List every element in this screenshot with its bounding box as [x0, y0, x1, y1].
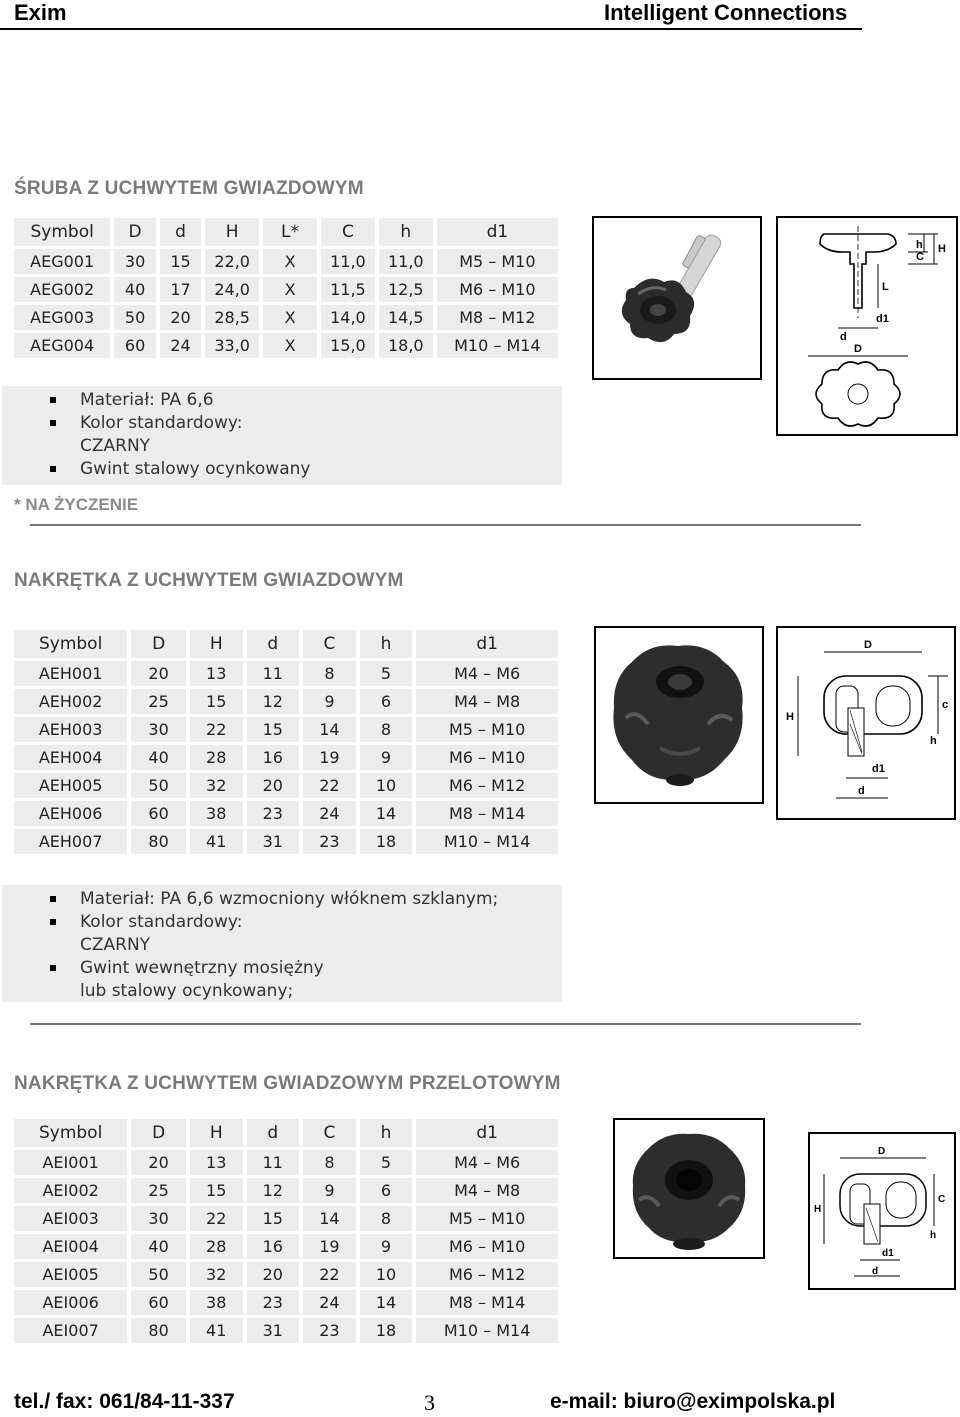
dim-H-label: H [938, 243, 946, 255]
bullet-icon [50, 919, 56, 925]
table-cell: 12,5 [379, 277, 433, 302]
table-cell: M5 – M10 [437, 249, 558, 274]
color-value: CZARNY [80, 436, 151, 456]
through-nut-drawing [808, 1132, 956, 1290]
table-cell: 15 [160, 249, 201, 274]
dim-h-label: h [930, 1230, 937, 1241]
column-header: C [303, 630, 356, 658]
table-header-row [14, 218, 558, 246]
table-row [14, 249, 558, 274]
column-header: d1 [437, 218, 558, 246]
table-cell: M10 – M14 [416, 1318, 558, 1343]
table-cell: 22 [190, 1206, 243, 1231]
table-row [14, 661, 558, 686]
table-cell: 28,5 [205, 305, 259, 330]
table-cell: 11,0 [379, 249, 433, 274]
table-cell: M6 – M10 [416, 1234, 558, 1259]
bullet-material: Materiał: PA 6,6 wzmocniony włóknem szklanym; [2, 888, 562, 911]
dim-D-label: D [878, 1146, 886, 1157]
column-header: d [247, 630, 300, 658]
column-header: d [160, 218, 201, 246]
table-cell: 9 [360, 745, 413, 770]
column-header: d [247, 1119, 300, 1147]
table-row [14, 333, 558, 358]
dim-d-label: d [858, 785, 865, 797]
on-request-note: * NA ŻYCZENIE [14, 495, 139, 514]
table-cell: 22,0 [205, 249, 259, 274]
column-header: d1 [416, 630, 558, 658]
column-header: D [114, 218, 155, 246]
table-cell: 40 [114, 277, 155, 302]
column-header: D [131, 630, 186, 658]
table-cell: 18 [360, 1318, 413, 1343]
table-cell: M6 – M12 [416, 773, 558, 798]
table-cell: M4 – M6 [416, 661, 558, 686]
separator [30, 524, 861, 526]
table-row [14, 829, 558, 854]
table-row [14, 1178, 558, 1203]
column-header: H [190, 630, 243, 658]
table-cell: AEG001 [14, 249, 110, 274]
table-cell: 14 [360, 1290, 413, 1315]
table-row [14, 305, 558, 330]
table-cell: 14,5 [379, 305, 433, 330]
table-header-row [14, 630, 558, 658]
table-cell: AEG002 [14, 277, 110, 302]
table-cell: 40 [131, 745, 186, 770]
table-cell: 23 [303, 829, 356, 854]
table-cell: 11 [247, 1150, 300, 1175]
table-cell: 50 [131, 773, 186, 798]
table-cell: M6 – M12 [416, 1262, 558, 1287]
table-cell: 25 [131, 689, 186, 714]
table-cell: 28 [190, 745, 243, 770]
table-cell: AEI003 [14, 1206, 127, 1231]
column-header: D [131, 1119, 186, 1147]
table-cell: 20 [247, 773, 300, 798]
column-header: d1 [416, 1119, 558, 1147]
section2-title: NAKRĘTKA Z UCHWYTEM GWIAZDOWYM [14, 570, 404, 591]
table-cell: AEI007 [14, 1318, 127, 1343]
bullet-color: Kolor standardowy: [2, 911, 562, 934]
table-cell: 20 [160, 305, 201, 330]
table-cell: 30 [114, 249, 155, 274]
column-header: H [190, 1119, 243, 1147]
dim-H-label: H [786, 711, 794, 723]
table-cell: 13 [190, 1150, 243, 1175]
table-cell: AEI002 [14, 1178, 127, 1203]
table-cell: 14 [303, 1206, 356, 1231]
section3-spec-table [10, 1116, 562, 1346]
dim-d-label: d [872, 1266, 879, 1277]
table-cell: 31 [247, 829, 300, 854]
column-header: C [321, 218, 375, 246]
table-cell: AEI006 [14, 1290, 127, 1315]
column-header: L* [263, 218, 317, 246]
table-cell: 6 [360, 1178, 413, 1203]
column-header: Symbol [14, 218, 110, 246]
table-row [14, 801, 558, 826]
table-cell: 12 [247, 1178, 300, 1203]
table-cell: M10 – M14 [416, 829, 558, 854]
table-cell: 15 [190, 689, 243, 714]
table-cell: M4 – M8 [416, 689, 558, 714]
table-cell: 22 [303, 1262, 356, 1287]
table-cell: 8 [303, 1150, 356, 1175]
table-cell: 20 [131, 1150, 186, 1175]
table-cell: 28 [190, 1234, 243, 1259]
table-cell: 8 [360, 1206, 413, 1231]
table-cell: 80 [131, 829, 186, 854]
table-cell: 23 [247, 1290, 300, 1315]
column-header: Symbol [14, 1119, 127, 1147]
table-cell: X [263, 249, 317, 274]
star-nut-photo [594, 626, 764, 804]
header-brand: Exim [14, 0, 67, 25]
table-cell: 80 [131, 1318, 186, 1343]
dim-h-label: h [930, 735, 937, 747]
table-row [14, 277, 558, 302]
table-cell: 8 [303, 661, 356, 686]
table-cell: AEI001 [14, 1150, 127, 1175]
header-rule [0, 28, 862, 30]
table-cell: 60 [131, 1290, 186, 1315]
dim-d1-label: d1 [876, 313, 889, 325]
section2-spec-table [10, 627, 562, 857]
dim-d1-label: d1 [872, 763, 885, 775]
bullet-icon [50, 420, 56, 426]
table-row [14, 1234, 558, 1259]
table-cell: 38 [190, 801, 243, 826]
bullet-thread: Gwint wewnętrzny mosiężny [2, 957, 562, 980]
bullet-icon [50, 965, 56, 971]
dim-d1-label: d1 [882, 1248, 894, 1259]
table-cell: AEG004 [14, 333, 110, 358]
table-cell: M10 – M14 [437, 333, 558, 358]
table-cell: 15 [190, 1178, 243, 1203]
column-header: Symbol [14, 630, 127, 658]
bullet-color: Kolor standardowy: [2, 412, 562, 435]
table-cell: AEH002 [14, 689, 127, 714]
table-row [14, 773, 558, 798]
table-cell: 24 [160, 333, 201, 358]
table-cell: 40 [131, 1234, 186, 1259]
section1-spec-table [10, 215, 562, 361]
table-cell: 60 [131, 801, 186, 826]
table-row [14, 689, 558, 714]
table-cell: 33,0 [205, 333, 259, 358]
table-cell: 25 [131, 1178, 186, 1203]
table-cell: 30 [131, 1206, 186, 1231]
table-cell: 50 [131, 1262, 186, 1287]
table-cell: 24,0 [205, 277, 259, 302]
table-cell: AEH003 [14, 717, 127, 742]
dim-c-label: c [942, 699, 949, 711]
table-cell: 13 [190, 661, 243, 686]
table-row [14, 1150, 558, 1175]
table-cell: X [263, 333, 317, 358]
table-cell: 11,5 [321, 277, 375, 302]
bullet-icon [50, 896, 56, 902]
table-cell: 18 [360, 829, 413, 854]
footer-email[interactable]: e-mail: biuro@eximpolska.pl [550, 1390, 836, 1413]
table-cell: 15 [247, 717, 300, 742]
table-cell: 15 [247, 1206, 300, 1231]
table-cell: M6 – M10 [437, 277, 558, 302]
dim-d-label: d [840, 331, 847, 343]
star-knob-screw-photo [592, 216, 762, 380]
thread-continued: lub stalowy ocynkowany; [80, 981, 294, 1001]
table-cell: AEI005 [14, 1262, 127, 1287]
table-cell: AEH001 [14, 661, 127, 686]
table-cell: AEH007 [14, 829, 127, 854]
table-cell: 24 [303, 1290, 356, 1315]
dim-L-label: L [882, 281, 889, 293]
table-cell: AEH006 [14, 801, 127, 826]
table-cell: 11,0 [321, 249, 375, 274]
table-cell: 32 [190, 773, 243, 798]
table-cell: M4 – M6 [416, 1150, 558, 1175]
star-nut-drawing [776, 626, 956, 820]
table-cell: M8 – M12 [437, 305, 558, 330]
section1-title: ŚRUBA Z UCHWYTEM GWIAZDOWYM [14, 178, 364, 199]
table-cell: 60 [114, 333, 155, 358]
table-cell: 11 [247, 661, 300, 686]
table-row [14, 1318, 558, 1343]
section3-title: NAKRĘTKA Z UCHWYTEM GWIADZOWYM PRZELOTOWYM [14, 1073, 561, 1094]
table-row [14, 1262, 558, 1287]
table-cell: 12 [247, 689, 300, 714]
bullet-icon [50, 397, 56, 403]
section2-info-box [2, 885, 562, 1002]
table-cell: 14 [303, 717, 356, 742]
table-cell: 10 [360, 773, 413, 798]
table-row [14, 1206, 558, 1231]
table-cell: M5 – M10 [416, 1206, 558, 1231]
table-cell: 17 [160, 277, 201, 302]
through-nut-photo [613, 1118, 765, 1259]
table-cell: 18,0 [379, 333, 433, 358]
table-cell: 19 [303, 745, 356, 770]
table-cell: 14 [360, 801, 413, 826]
table-cell: AEI004 [14, 1234, 127, 1259]
column-header: h [360, 1119, 413, 1147]
table-cell: AEH004 [14, 745, 127, 770]
table-header-row [14, 1119, 558, 1147]
table-cell: 32 [190, 1262, 243, 1287]
color-value: CZARNY [80, 935, 151, 955]
table-cell: 9 [360, 1234, 413, 1259]
column-header: C [303, 1119, 356, 1147]
table-cell: 15,0 [321, 333, 375, 358]
section1-info-box [2, 386, 562, 485]
table-cell: 10 [360, 1262, 413, 1287]
table-cell: M5 – M10 [416, 717, 558, 742]
column-header: h [360, 630, 413, 658]
dim-c-label: C [916, 251, 924, 263]
table-cell: M6 – M10 [416, 745, 558, 770]
separator [30, 1023, 861, 1025]
table-cell: AEH005 [14, 773, 127, 798]
table-row [14, 745, 558, 770]
footer-phone: tel./ fax: 061/84-11-337 [14, 1390, 235, 1413]
column-header: H [205, 218, 259, 246]
table-cell: 23 [303, 1318, 356, 1343]
table-cell: 5 [360, 1150, 413, 1175]
bullet-material: Materiał: PA 6,6 [2, 389, 562, 412]
table-cell: M8 – M14 [416, 801, 558, 826]
table-cell: 19 [303, 1234, 356, 1259]
table-cell: 20 [247, 1262, 300, 1287]
table-cell: AEG003 [14, 305, 110, 330]
table-cell: 6 [360, 689, 413, 714]
table-cell: 41 [190, 1318, 243, 1343]
dim-D-label: D [854, 343, 862, 355]
table-cell: M4 – M8 [416, 1178, 558, 1203]
table-cell: 31 [247, 1318, 300, 1343]
dim-C-label: C [938, 1194, 946, 1205]
table-cell: 24 [303, 801, 356, 826]
table-cell: 22 [190, 717, 243, 742]
table-cell: 30 [131, 717, 186, 742]
table-cell: 20 [131, 661, 186, 686]
table-cell: X [263, 305, 317, 330]
table-cell: 14,0 [321, 305, 375, 330]
table-cell: 9 [303, 1178, 356, 1203]
star-knob-screw-drawing [776, 216, 958, 436]
table-cell: 38 [190, 1290, 243, 1315]
table-cell: 50 [114, 305, 155, 330]
page-number: 3 [424, 1390, 435, 1415]
table-cell: 16 [247, 1234, 300, 1259]
dim-h-label: h [916, 239, 923, 251]
dim-H-label: H [814, 1204, 822, 1215]
table-cell: 41 [190, 829, 243, 854]
table-cell: 22 [303, 773, 356, 798]
table-cell: M8 – M14 [416, 1290, 558, 1315]
bullet-thread: Gwint stalowy ocynkowany [2, 458, 562, 481]
table-cell: 8 [360, 717, 413, 742]
table-row [14, 717, 558, 742]
table-cell: 23 [247, 801, 300, 826]
table-cell: 16 [247, 745, 300, 770]
table-cell: 5 [360, 661, 413, 686]
bullet-icon [50, 466, 56, 472]
table-cell: X [263, 277, 317, 302]
header-tagline: Intelligent Connections [604, 0, 848, 25]
table-row [14, 1290, 558, 1315]
table-cell: 9 [303, 689, 356, 714]
column-header: h [379, 218, 433, 246]
dim-D-label: D [864, 639, 872, 651]
